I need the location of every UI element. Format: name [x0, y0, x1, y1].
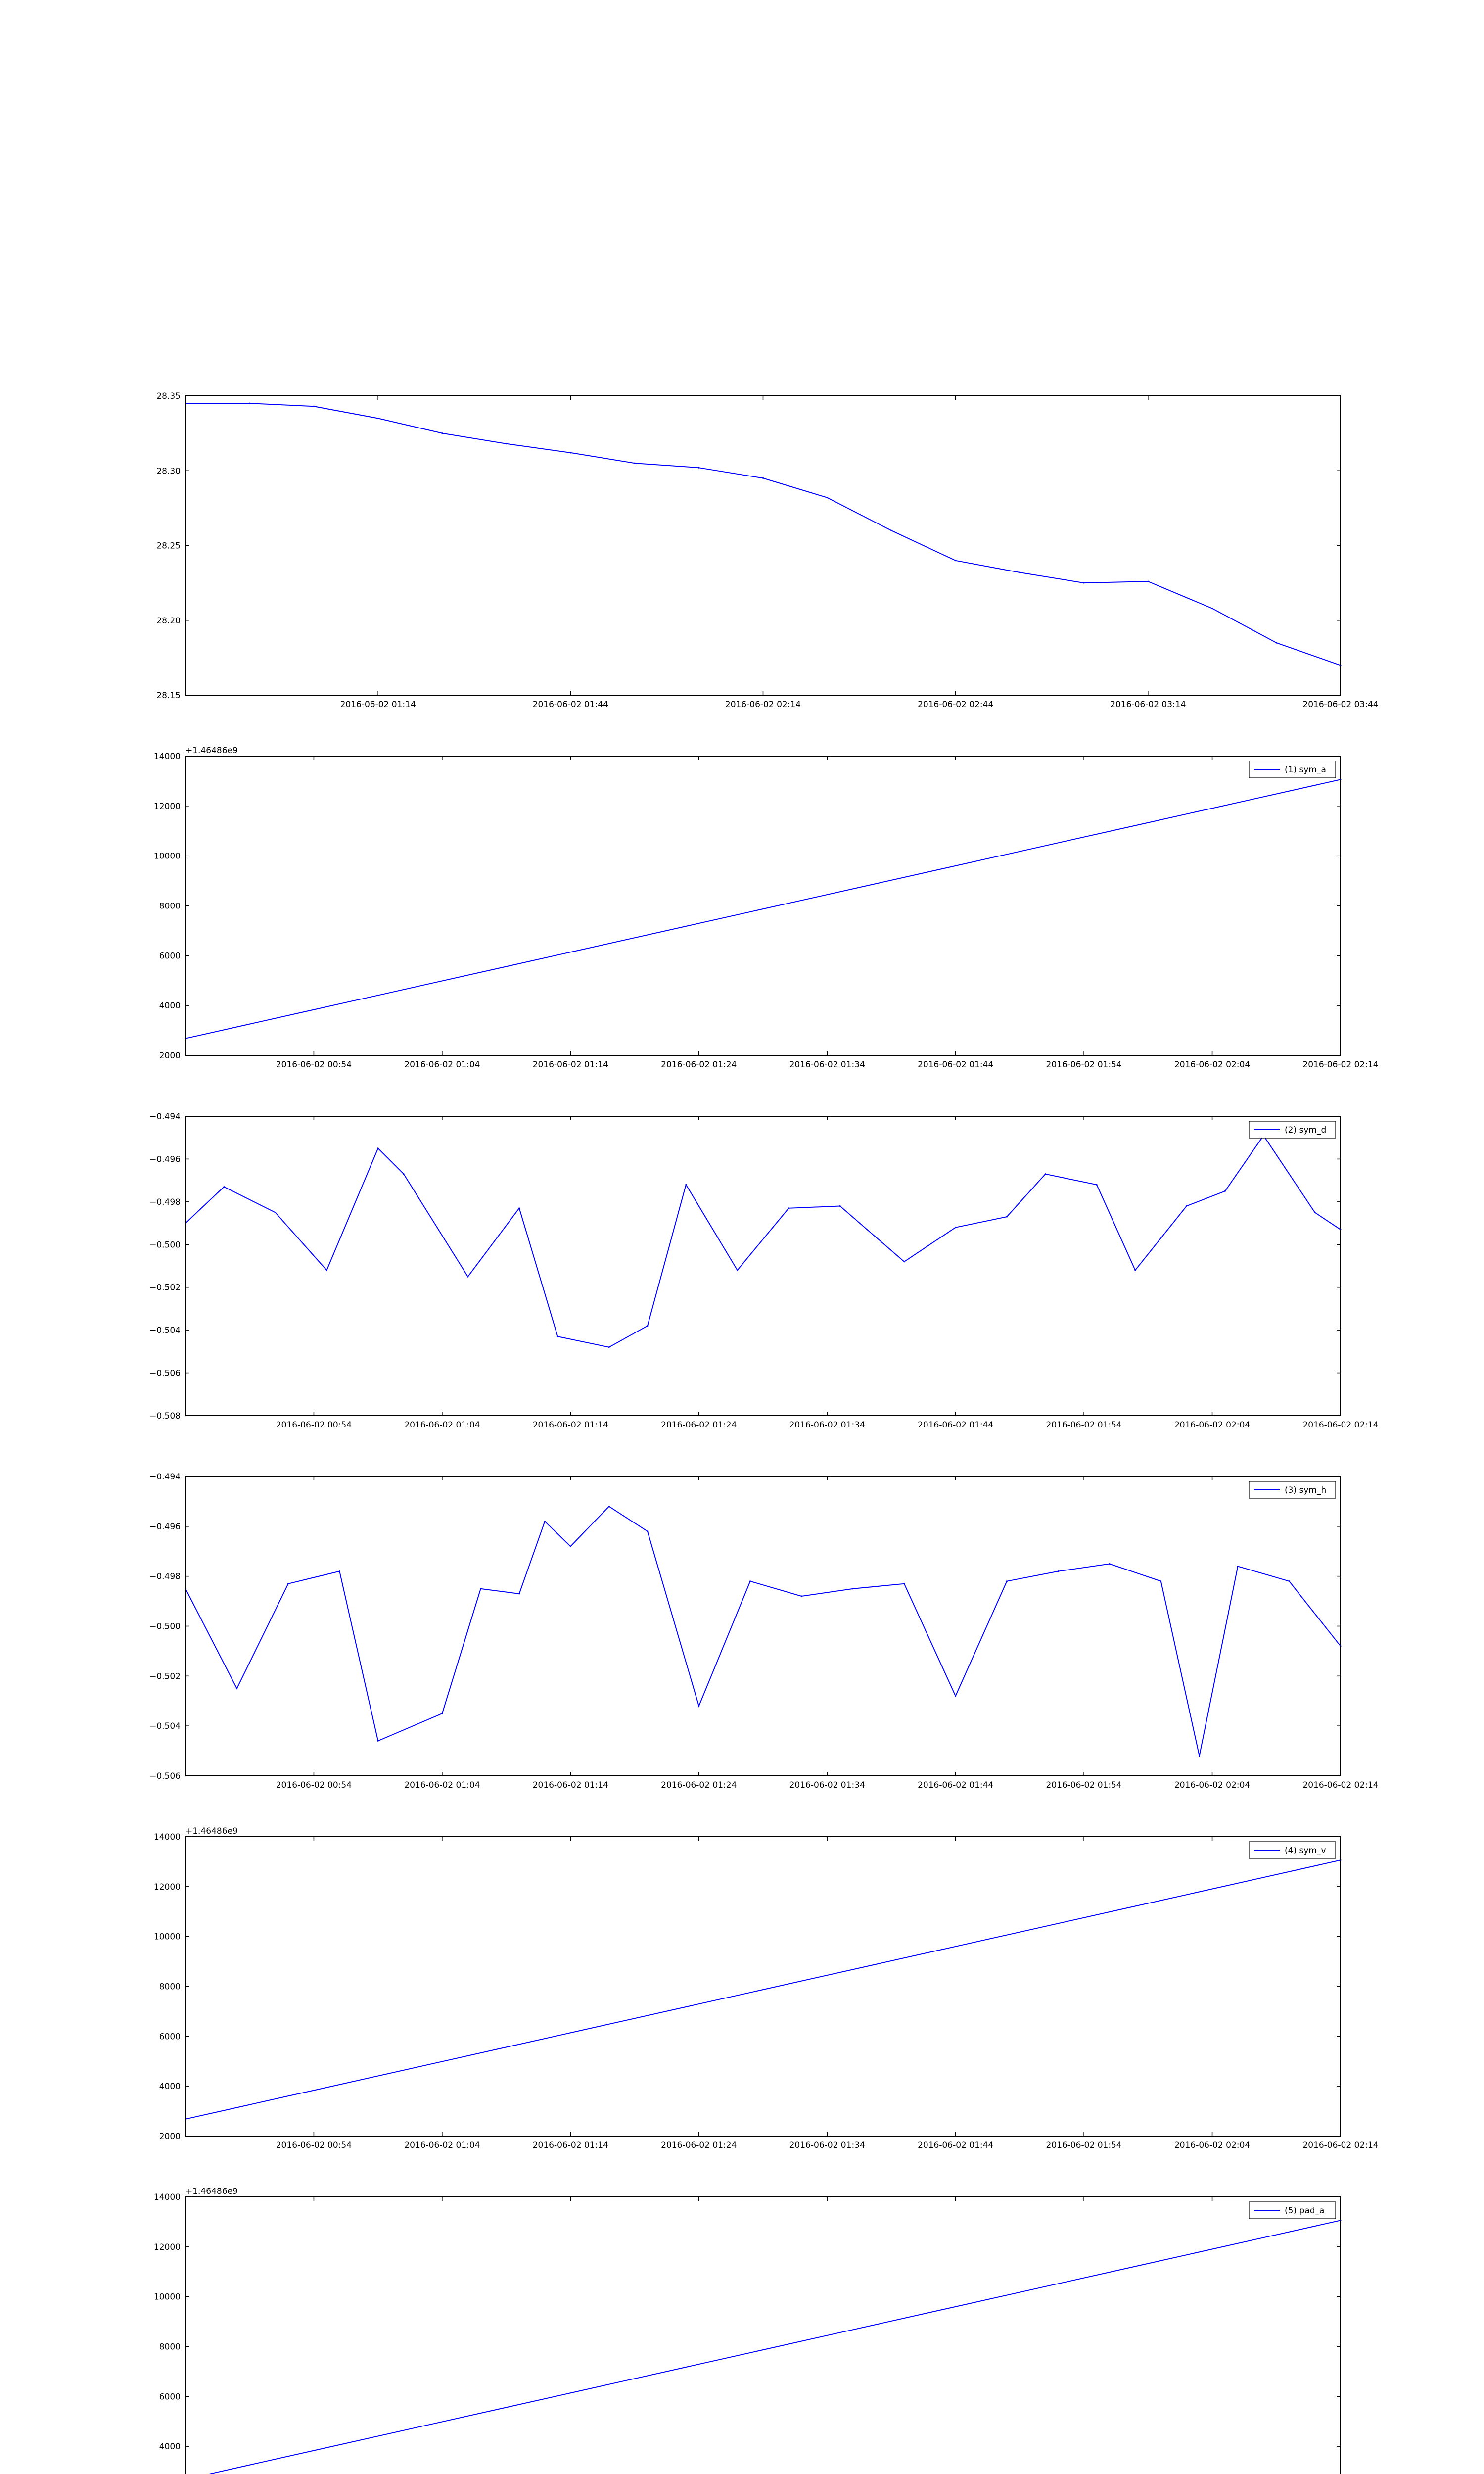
y-tick-label: 8000 [159, 2342, 181, 2352]
data-point [236, 1688, 237, 1689]
data-point [762, 477, 764, 479]
y-tick-label: 4000 [159, 2442, 181, 2452]
y-tick-label: −0.504 [149, 1326, 181, 1336]
data-point [1314, 1212, 1316, 1213]
data-point [955, 560, 956, 561]
y-tick-label: 12000 [153, 2242, 181, 2252]
data-point [749, 1580, 751, 1582]
data-point [377, 1147, 379, 1149]
data-point [287, 1583, 289, 1584]
x-tick-label: 2016-06-02 01:34 [789, 1060, 865, 1070]
x-tick-label: 2016-06-02 01:14 [532, 1060, 608, 1070]
data-point [1186, 1205, 1187, 1207]
data-point [788, 1207, 789, 1209]
x-tick-label: 2016-06-02 02:14 [1302, 1060, 1379, 1070]
y-tick-label: 14000 [153, 752, 181, 761]
data-point [634, 463, 636, 464]
data-point [467, 1276, 468, 1278]
data-point [737, 1270, 738, 1271]
data-point [377, 418, 379, 419]
y-tick-label: 10000 [153, 1932, 181, 1942]
data-point [903, 1583, 905, 1584]
data-point [480, 1588, 481, 1589]
y-offset-label: +1.46486e9 [186, 1826, 238, 1836]
x-tick-label: 2016-06-02 01:24 [661, 1780, 737, 1790]
x-tick-label: 2016-06-02 00:54 [276, 2141, 352, 2150]
data-point [518, 1207, 520, 1209]
data-point [441, 432, 443, 434]
legend-label: (1) sym_a [1285, 765, 1326, 775]
data-point [1147, 581, 1149, 582]
data-point [608, 1346, 610, 1348]
y-tick-label: 6000 [159, 2032, 181, 2042]
legend-label: (4) sym_v [1285, 1846, 1326, 1856]
data-point [377, 1740, 379, 1742]
legend-label: (5) pad_a [1285, 2206, 1325, 2216]
x-tick-label: 2016-06-02 01:54 [1046, 2141, 1122, 2150]
data-point [518, 1593, 520, 1594]
data-point [1224, 1190, 1226, 1192]
data-point [852, 1588, 854, 1589]
y-tick-label: 2000 [159, 2132, 181, 2141]
x-tick-label: 2016-06-02 00:54 [276, 1060, 352, 1070]
data-point [903, 1261, 905, 1262]
y-tick-label: 4000 [159, 1001, 181, 1011]
data-point [685, 1184, 687, 1186]
data-point [839, 1205, 841, 1207]
data-point [1289, 1580, 1290, 1582]
y-tick-label: 14000 [153, 1832, 181, 1842]
x-tick-label: 2016-06-02 03:14 [1110, 700, 1186, 710]
x-tick-label: 2016-06-02 00:54 [276, 1420, 352, 1430]
data-point [1211, 608, 1213, 609]
y-tick-label: −0.502 [149, 1283, 181, 1293]
data-point [955, 1227, 956, 1228]
y-tick-label: −0.502 [149, 1671, 181, 1682]
data-point [506, 443, 507, 444]
x-tick-label: 2016-06-02 03:44 [1302, 700, 1379, 710]
data-point [570, 1546, 571, 1547]
data-point [1237, 1566, 1239, 1567]
data-point [326, 1270, 327, 1271]
data-point [827, 497, 828, 498]
y-tick-label: −0.500 [149, 1240, 181, 1250]
x-tick-label: 2016-06-02 01:14 [532, 1780, 608, 1790]
data-point [1199, 1755, 1200, 1757]
x-tick-label: 2016-06-02 02:14 [1302, 2141, 1379, 2150]
y-tick-label: 28.25 [156, 541, 181, 551]
data-point [339, 1570, 340, 1572]
x-tick-label: 2016-06-02 01:24 [661, 2141, 737, 2150]
y-tick-label: 8000 [159, 1982, 181, 1992]
data-point [275, 1212, 276, 1213]
data-point [647, 1325, 649, 1327]
x-tick-label: 2016-06-02 02:14 [1302, 1420, 1379, 1430]
x-tick-label: 2016-06-02 01:04 [404, 1420, 480, 1430]
y-tick-label: 28.35 [156, 391, 181, 401]
x-tick-label: 2016-06-02 01:54 [1046, 1780, 1122, 1790]
data-point [557, 1336, 558, 1337]
y-tick-label: 12000 [153, 1882, 181, 1892]
data-point [313, 406, 315, 407]
y-tick-label: −0.496 [149, 1522, 181, 1532]
x-tick-label: 2016-06-02 01:04 [404, 2141, 480, 2150]
y-tick-label: −0.506 [149, 1368, 181, 1379]
data-point [698, 467, 699, 469]
data-point [1109, 1563, 1111, 1565]
legend-label: (2) sym_d [1285, 1125, 1327, 1135]
y-tick-label: 12000 [153, 801, 181, 811]
x-tick-label: 2016-06-02 01:44 [532, 700, 608, 710]
x-tick-label: 2016-06-02 02:14 [725, 700, 801, 710]
y-tick-label: 14000 [153, 2192, 181, 2202]
x-tick-label: 2016-06-02 01:14 [340, 700, 416, 710]
data-point [1006, 1216, 1008, 1218]
y-tick-label: −0.498 [149, 1197, 181, 1207]
data-point [1045, 1173, 1046, 1175]
x-tick-label: 2016-06-02 01:24 [661, 1420, 737, 1430]
x-tick-label: 2016-06-02 02:44 [918, 700, 994, 710]
x-tick-label: 2016-06-02 01:34 [789, 1420, 865, 1430]
y-tick-label: 10000 [153, 851, 181, 861]
x-tick-label: 2016-06-02 01:44 [918, 1780, 994, 1790]
data-point [1083, 582, 1085, 584]
data-point [698, 1705, 699, 1707]
y-tick-label: 28.15 [156, 691, 181, 701]
data-point [544, 1521, 546, 1522]
data-point [1160, 1580, 1161, 1582]
data-point [223, 1186, 225, 1188]
data-point [441, 1713, 443, 1714]
x-tick-label: 2016-06-02 02:14 [1302, 1780, 1379, 1790]
data-point [608, 1506, 610, 1507]
data-point [955, 1695, 956, 1697]
x-tick-label: 2016-06-02 02:04 [1174, 1420, 1251, 1430]
data-point [1058, 1570, 1059, 1572]
y-tick-label: −0.504 [149, 1721, 181, 1732]
data-point [1276, 642, 1277, 644]
x-tick-label: 2016-06-02 02:04 [1174, 1780, 1251, 1790]
y-tick-label: −0.500 [149, 1621, 181, 1632]
x-tick-label: 2016-06-02 01:14 [532, 2141, 608, 2150]
data-point [249, 403, 250, 404]
data-point [1006, 1580, 1008, 1582]
data-point [570, 452, 571, 453]
x-tick-label: 2016-06-02 01:04 [404, 1780, 480, 1790]
x-tick-label: 2016-06-02 01:44 [918, 1060, 994, 1070]
x-tick-label: 2016-06-02 01:04 [404, 1060, 480, 1070]
y-tick-label: 28.30 [156, 466, 181, 476]
data-point [1019, 571, 1020, 573]
y-tick-label: 4000 [159, 2082, 181, 2092]
x-tick-label: 2016-06-02 01:24 [661, 1060, 737, 1070]
y-tick-label: −0.498 [149, 1571, 181, 1582]
y-offset-label: +1.46486e9 [186, 2187, 238, 2196]
x-tick-label: 2016-06-02 02:04 [1174, 2141, 1251, 2150]
x-tick-label: 2016-06-02 02:04 [1174, 1060, 1251, 1070]
y-tick-label: −0.496 [149, 1154, 181, 1165]
y-tick-label: 10000 [153, 2292, 181, 2302]
y-tick-label: −0.508 [149, 1411, 181, 1421]
legend-label: (3) sym_h [1285, 1485, 1327, 1495]
x-tick-label: 2016-06-02 01:44 [918, 1420, 994, 1430]
data-point [403, 1173, 405, 1175]
x-tick-label: 2016-06-02 01:34 [789, 2141, 865, 2150]
y-tick-label: 2000 [159, 1051, 181, 1061]
y-tick-label: 8000 [159, 901, 181, 911]
data-point [890, 530, 892, 531]
x-tick-label: 2016-06-02 01:44 [918, 2141, 994, 2150]
x-tick-label: 2016-06-02 01:54 [1046, 1060, 1122, 1070]
x-tick-label: 2016-06-02 01:54 [1046, 1420, 1122, 1430]
y-tick-label: 28.20 [156, 616, 181, 626]
y-tick-label: 6000 [159, 951, 181, 961]
y-tick-label: −0.506 [149, 1771, 181, 1781]
y-tick-label: −0.494 [149, 1112, 181, 1122]
y-tick-label: −0.494 [149, 1472, 181, 1482]
x-tick-label: 2016-06-02 01:14 [532, 1420, 608, 1430]
data-point [801, 1596, 802, 1597]
y-offset-label: +1.46486e9 [186, 746, 238, 756]
data-point [1096, 1184, 1098, 1186]
y-tick-label: 6000 [159, 2392, 181, 2402]
x-tick-label: 2016-06-02 01:34 [789, 1780, 865, 1790]
x-tick-label: 2016-06-02 00:54 [276, 1780, 352, 1790]
data-point [647, 1530, 649, 1532]
data-point [1134, 1270, 1136, 1271]
